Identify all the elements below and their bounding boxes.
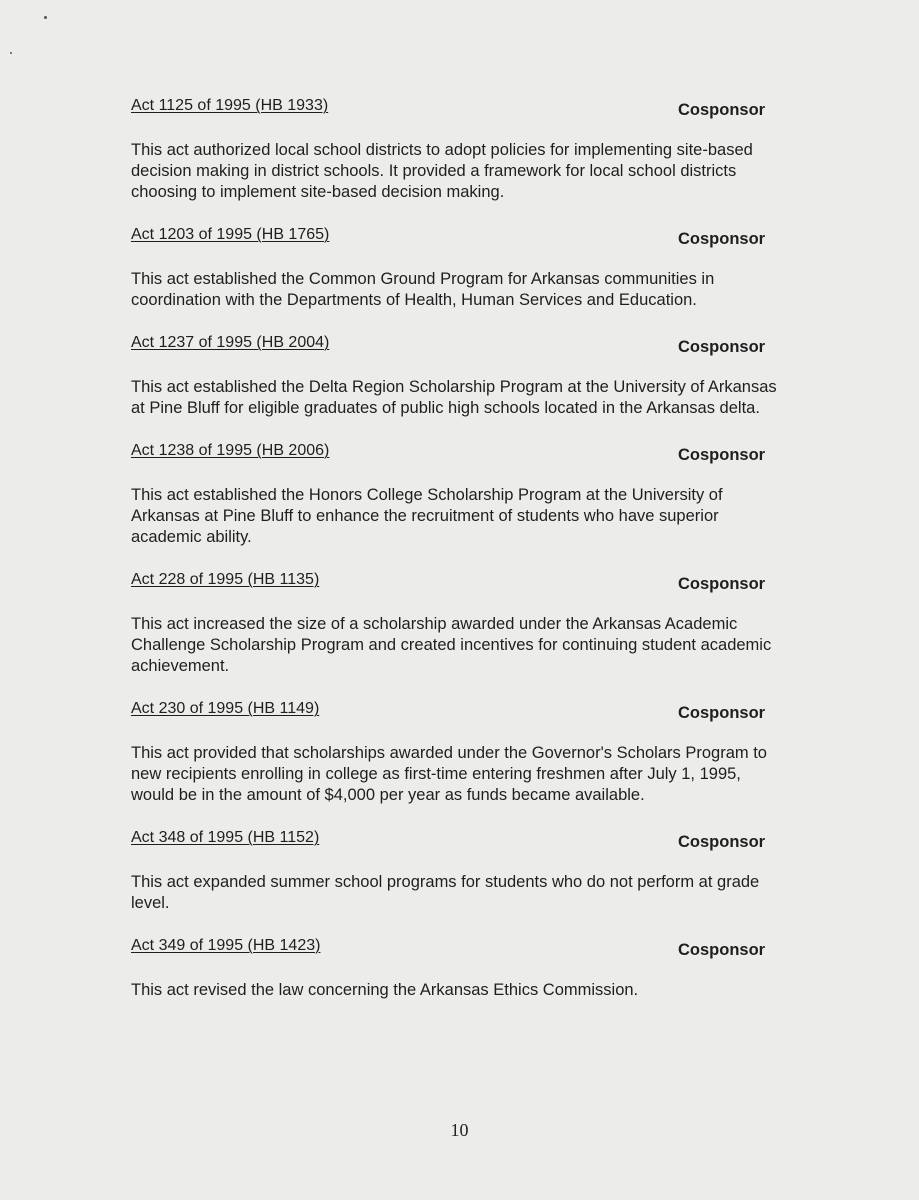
act-role: Cosponsor xyxy=(678,230,766,248)
act-title: Act 1203 of 1995 (HB 1765) xyxy=(131,226,330,243)
act-description: This act provided that scholarships awarded under the Governor's Scholars Program to new recipients enrolling in college as first-time entering freshmen after July 1, 1995, would be in the amount of $4,000 per year as funds became available. xyxy=(131,744,767,804)
act-entry xyxy=(131,828,787,914)
act-role: Cosponsor xyxy=(678,575,766,593)
act-entry xyxy=(131,570,787,677)
act-title: Act 1237 of 1995 (HB 2004) xyxy=(131,334,330,351)
act-role: Cosponsor xyxy=(678,101,766,119)
act-header xyxy=(131,225,787,249)
acts-list xyxy=(131,96,787,1001)
act-title: Act 230 of 1995 (HB 1149) xyxy=(131,700,320,717)
act-title: Act 1238 of 1995 (HB 2006) xyxy=(131,442,330,459)
act-description: This act expanded summer school programs for students who do not perform at grade level. xyxy=(131,873,760,912)
act-role: Cosponsor xyxy=(678,941,766,959)
act-entry xyxy=(131,441,787,548)
act-description: This act established the Common Ground Program for Arkansas communities in coordination with the Departments of Health, Human Services and Education. xyxy=(131,270,715,309)
act-entry xyxy=(131,96,787,203)
act-header xyxy=(131,333,787,357)
act-title: Act 349 of 1995 (HB 1423) xyxy=(131,937,321,954)
act-header xyxy=(131,936,787,960)
act-role: Cosponsor xyxy=(678,446,766,464)
act-title: Act 348 of 1995 (HB 1152) xyxy=(131,829,320,846)
act-header xyxy=(131,699,787,723)
act-description: This act authorized local school districts to adopt policies for implementing site-based decision making in district schools. It provided a framework for local school districts choosing to implement site-based decision making. xyxy=(131,141,753,201)
act-header xyxy=(131,441,787,465)
act-role: Cosponsor xyxy=(678,338,766,356)
page-number: 10 xyxy=(450,1120,469,1140)
act-description: This act established the Honors College Scholarship Program at the University of Arkansas at Pine Bluff to enhance the recruitment of students who have superior academic ability. xyxy=(131,486,723,546)
act-entry xyxy=(131,225,787,311)
act-title: Act 228 of 1995 (HB 1135) xyxy=(131,571,320,588)
act-header xyxy=(131,570,787,594)
act-header xyxy=(131,828,787,852)
act-entry xyxy=(131,333,787,419)
act-description: This act established the Delta Region Scholarship Program at the University of Arkansas at Pine Bluff for eligible graduates of public high schools located in the Arkansas delta. xyxy=(131,378,777,417)
act-description: This act revised the law concerning the Arkansas Ethics Commission. xyxy=(131,981,639,999)
act-description: This act increased the size of a scholarship awarded under the Arkansas Academic Challenge Scholarship Program and created incentives for continuing student academic achievement. xyxy=(131,615,772,675)
act-entry xyxy=(131,699,787,806)
scan-speck xyxy=(44,16,47,19)
act-role: Cosponsor xyxy=(678,833,766,851)
scan-speck xyxy=(10,52,12,54)
act-entry xyxy=(131,936,787,1001)
act-title: Act 1125 of 1995 (HB 1933) xyxy=(131,97,329,114)
act-role: Cosponsor xyxy=(678,704,766,722)
act-header xyxy=(131,96,787,120)
